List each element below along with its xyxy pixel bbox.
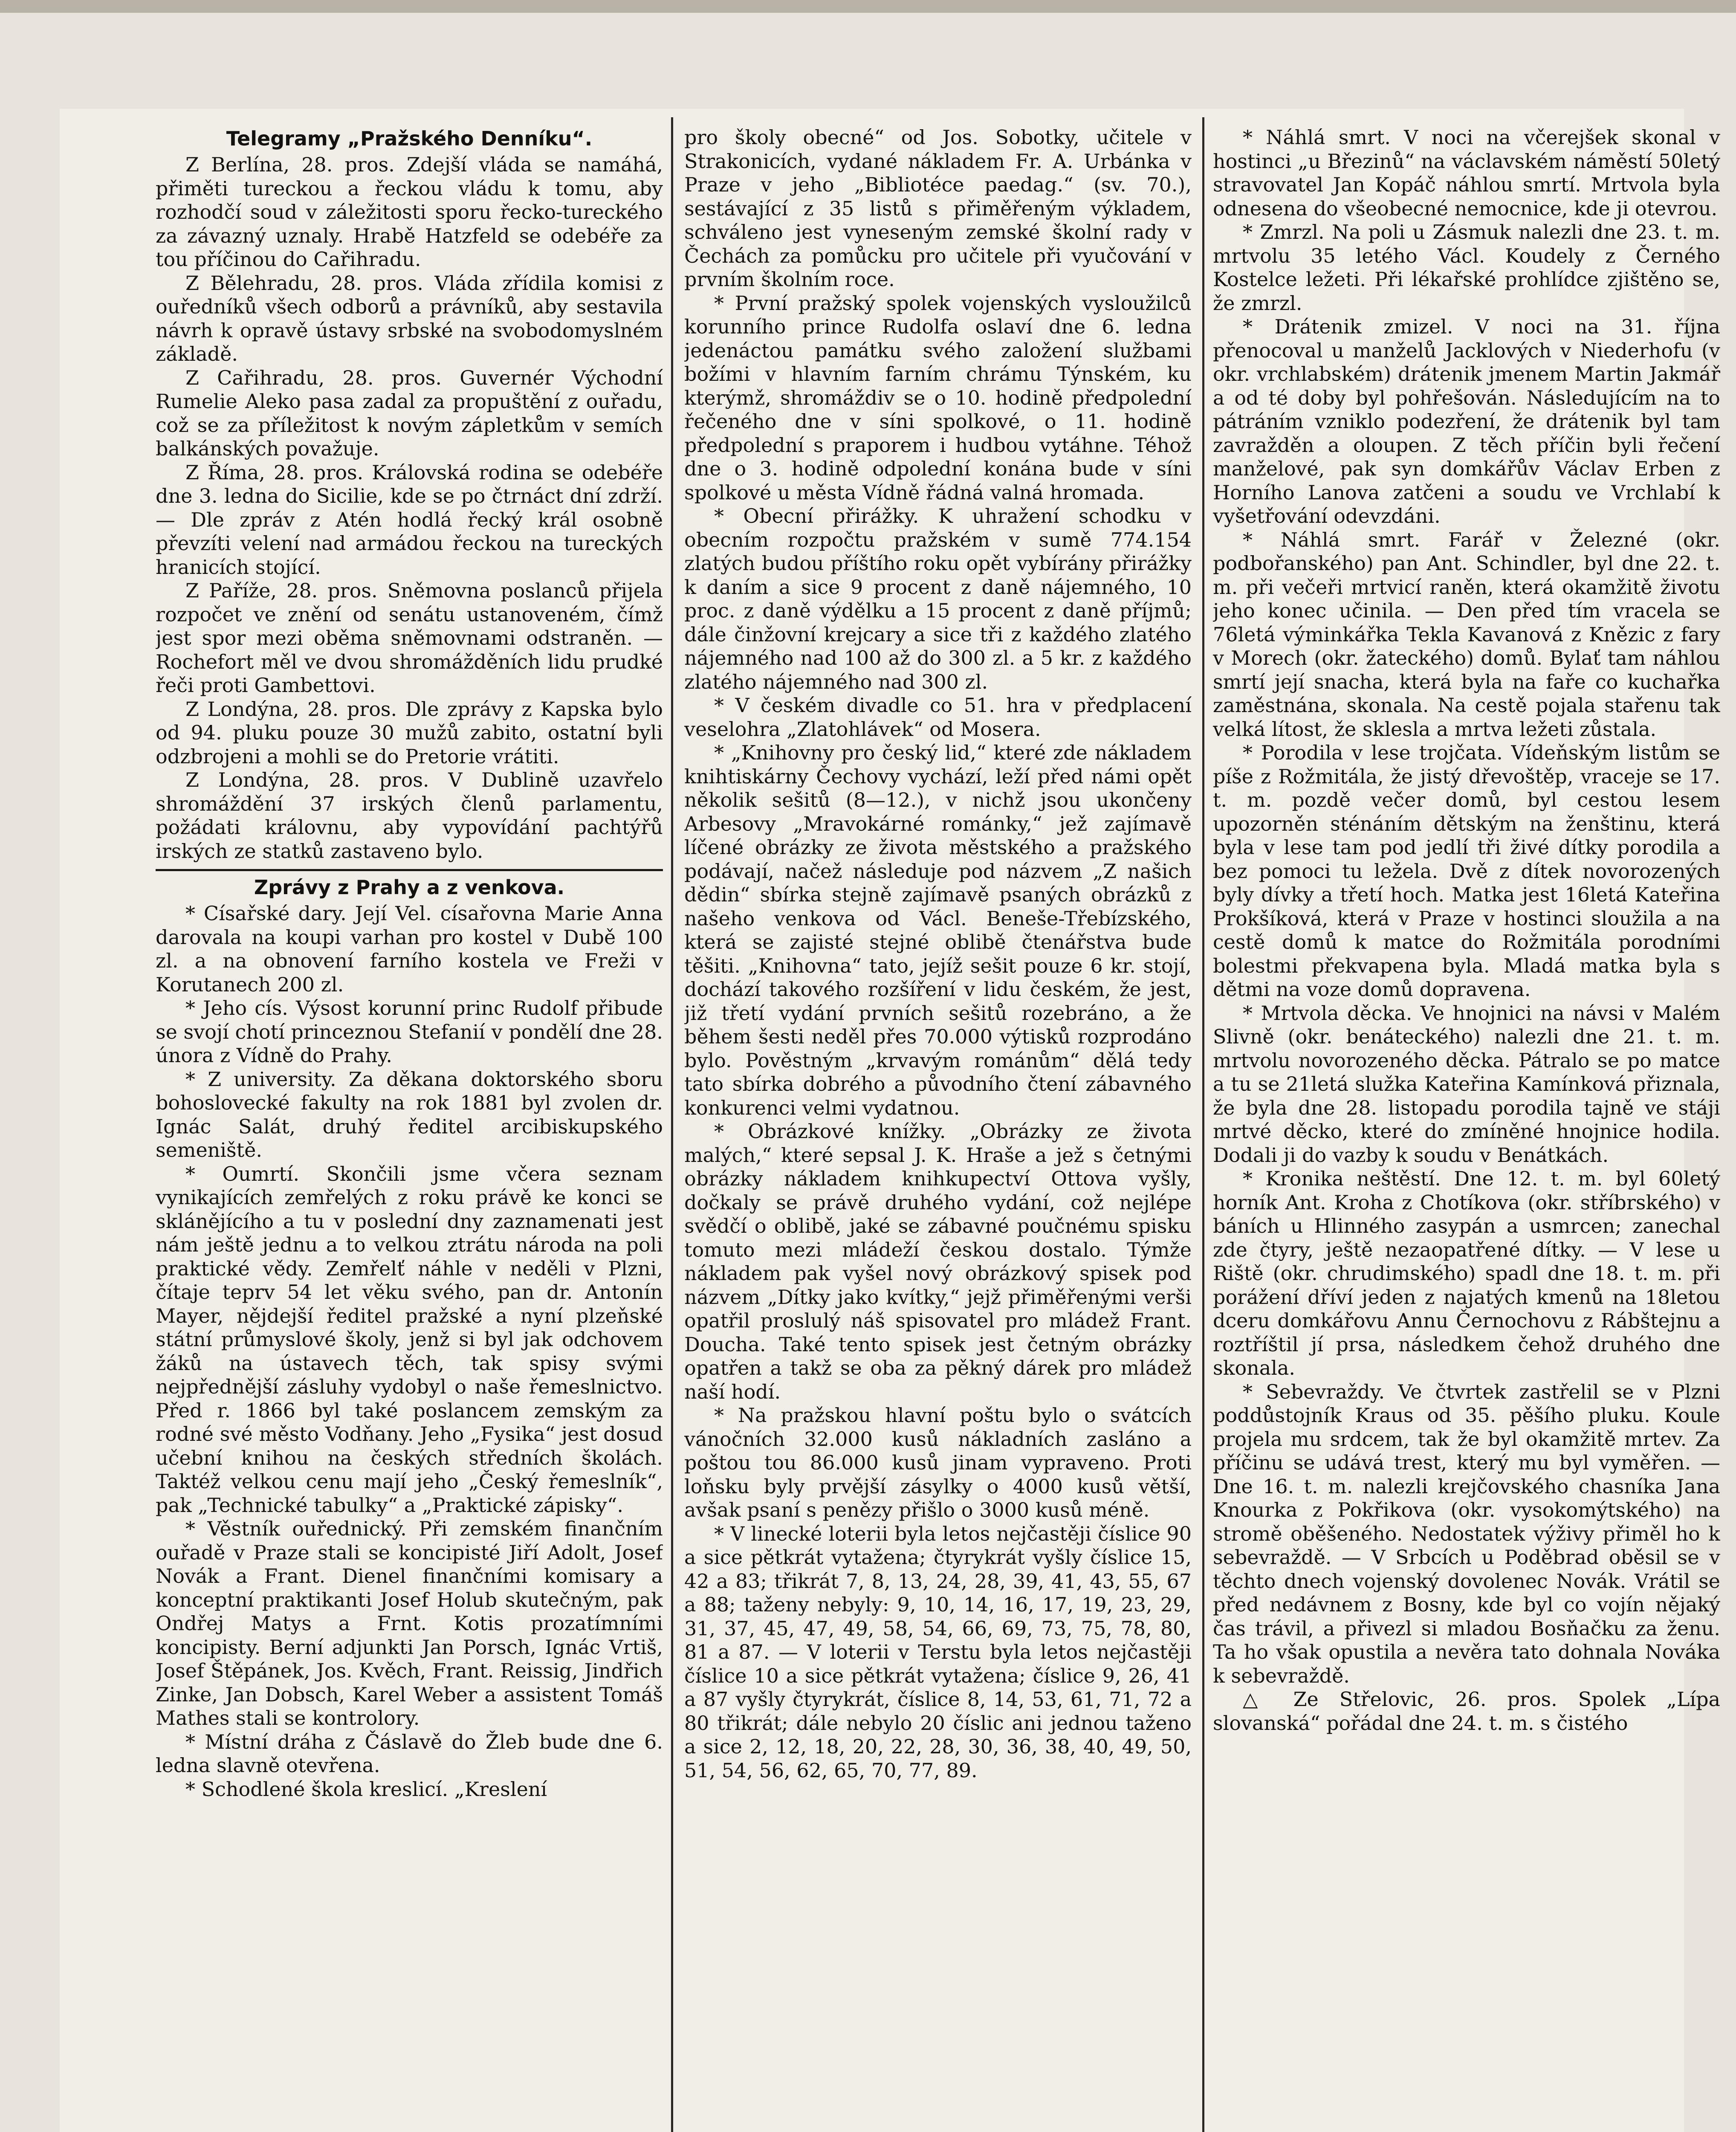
column-divider-left [671, 117, 673, 2132]
article-paragraph: Z Paříže, 28. pros. Sněmovna poslanců přijela rozpočet ve znění od senátu ustanoveném, čímž jest spor mezi oběma sněmovnami odstraněn. — Rochefort měl ve dvou shromážděních lidu prudké řeči proti Gambettovi. [156, 579, 663, 697]
article-paragraph: Z Londýna, 28. pros. V Dublině uzavřelo shromáždění 37 irských členů parlamentu, požádati královnu, aby vypovídání pachtýřů irských ze statků zastaveno bylo. [156, 768, 663, 863]
article-paragraph: * Na pražskou hlavní poštu bylo o svátcích vánočních 32.000 kusů nákladních zasláno a poštou tou 86.000 kusů jinam vypraveno. Proti loňsku byly prvější zásylky o 4000 kusů větší, avšak psaní s penězy přišlo o 3000 kusů méně. [684, 1404, 1192, 1521]
newspaper-page [60, 109, 1720, 2132]
scan-top-edge [0, 0, 1736, 13]
article-paragraph: △ Ze Střelovic, 26. pros. Spolek „Lípa slovanská“ pořádal dne 24. t. m. s čistého [1213, 1688, 1720, 1735]
article-paragraph: * Císařské dary. Její Vel. císařovna Marie Anna darovala na koupi varhan pro kostel v Dubě 100 zl. a na obnovení farního kostela ve Freži v Korutanech 200 zl. [156, 902, 663, 996]
article-paragraph: * Sebevraždy. Ve čtvrtek zastřelil se v Plzni poddůstojník Kraus od 35. pěšího pluku. Koule projela mu srdcem, tak že byl okamžitě mrtev. Za příčinu se udává trest, který mu byl vyměřen. — Dne 16. t. m. nalezli krejčovského chasníka Jana Knourka z Pokřikova (okr. vysokomýtského) na stromě oběšeného. Nedostatek výživy přiměl ho k sebevraždě. — V Srbcích u Poděbrad oběsil se v těchto dnech vojenský dovolenec Novák. Vrátil se před nedávnem z Bosny, kde byl co vojín nějaký čas trávil, a přivezl si mladou Bosňačku za ženu. Ta ho však opustila a nevěra tato dohnala Nováka k sebevraždě. [1213, 1380, 1720, 1687]
news-heading: Zprávy z Prahy a z venkova. [254, 876, 565, 899]
article-paragraph: * Kronika neštěstí. Dne 12. t. m. byl 60letý horník Ant. Kroha z Chotíkova (okr. stříbrského) v báních u Hlinného zasypán a usmrcen; zanechal zde čtyry, ještě nezaopatřené dítky. — V lese u Riště (okr. chrudimského) spadl dne 18. t. m. při porážení dříví jeden z najatých kmenů na 18letou dceru domkářovu Annu Černochovu z Rábštejnu a roztříštil jí prsa, následkem čehož druhého dne skonala. [1213, 1167, 1720, 1379]
article-paragraph: * Schodlené škola kreslicí. „Kreslení [185, 1777, 547, 1801]
article-paragraph: Z Londýna, 28. pros. Dle zprávy z Kapska bylo od 94. pluku pouze 30 mužů zabito, ostatní byli odzbrojeni a mohli se do Pretorie vrátiti. [156, 697, 663, 768]
article-paragraph: * Drátenik zmizel. V noci na 31. října přenocoval u manželů Jacklových v Niederhofu (v okr. vrchlabském) drátenik jmenem Martin Jakmář a od té doby byl pohřešován. Následujícím na to pátráním vzniklo podezření, že drátenik byl tam zavražděn a oloupen. Z těch příčin byli řečení manželové, pak syn domkářův Václav Erben z Horního Lanova zatčeni a soudu ve Vrchlabí k vyšetřování odevzdáni. [1213, 315, 1720, 527]
section-divider [156, 869, 663, 871]
article-paragraph: Z Cařihradu, 28. pros. Guvernér Východní Rumelie Aleko pasa zadal za propuštění z ouřadu, což se za příležitost k novým zápletkům v semích balkánských považuje. [156, 366, 663, 460]
article-paragraph: * V linecké loterii byla letos nejčastěji číslice 90 a sice pětkrát vytažena; čtyrykrát vyšly číslice 15, 42 a 83; třikrát 7, 8, 13, 24, 28, 39, 41, 43, 55, 67 a 88; taženy nebyly: 9, 10, 14, 16, 17, 19, 23, 29, 31, 37, 45, 47, 49, 58, 54, 66, 69, 73, 75, 78, 80, 81 a 87. — V loterii v Terstu byla letos nejčastěji číslice 10 a sice pětkrát vytažena; číslice 9, 26, 41 a 87 vyšly čtyrykrát, číslice 8, 14, 53, 61, 71, 72 a 80 třikrát; dále nebylo 20 číslic ani jednou taženo a sice 2, 12, 18, 20, 22, 28, 30, 36, 38, 40, 49, 50, 51, 54, 56, 62, 65, 70, 77, 89. [684, 1522, 1192, 1782]
article-paragraph: * V českém divadle co 51. hra v předplacení veselohra „Zlatohlávek“ od Mosera. [684, 694, 1192, 741]
article-paragraph: * Oumrtí. Skončili jsme včera seznam vynikajících zemřelých z roku právě ke konci se sklánějícího a tu v poslední dny zaznamenati jest nám ještě jednu a to velkou ztrátu národa na poli praktické vědy. Zemřelť náhle v neděli v Plzni, čítaje teprv 54 let věku svého, pan dr. Antonín Mayer, nějdejší ředitel pražské a nyní plzeňské státní průmyslové školy, jenž si byl jak odchovem žáků na ústavech těch, tak spisy svými nejpřednější zásluhy vydobyl o naše řemeslnictvo. Před r. 1866 byl také poslancem zemským za rodné své město Vodňany. Jeho „Fysika“ jest dosud učební knihou na českých středních školách. Taktéž velkou cenu mají jeho „Český řemeslník“, pak „Technické tabulky“ a „Praktické zápisky“. [156, 1162, 663, 1517]
article-paragraph: * Jeho cís. Výsost korunní princ Rudolf přibude se svojí chotí princeznou Stefanií v pondělí dne 28. února z Vídně do Prahy. [156, 996, 663, 1067]
article-paragraph: * Zmrzl. Na poli u Zásmuk nalezli dne 23. t. m. mrtvolu 35 letého Václ. Koudely z Černého Kostelce ležeti. Při lékařské prohlídce zjištěno se, že zmrzl. [1213, 220, 1720, 315]
article-paragraph: * Místní dráha z Čáslavě do Žleb bude dne 6. ledna slavně otevřena. [156, 1730, 663, 1777]
article-paragraph: * První pražský spolek vojenských vysloužilců korunního prince Rudolfa oslaví dne 6. ledna jedenáctou památku svého založení službami božími v hlavním farním chrámu Týnském, ku kterýmž, shromáždiv se o 10. hodině předpolední řečeného dne v síni spolkové, o 11. hodině předpolední s praporem i hudbou vytáhne. Téhož dne o 3. hodině odpolední konána bude v síni spolkové u města Vídně řádná valná hromada. [684, 291, 1192, 504]
article-paragraph: * Obrázkové knížky. „Obrázky ze života malých,“ které sepsal J. K. Hraše a jež s četnými obrázky nákladem knihkupectví Ottova vyšly, dočkaly se právě druhého vydání, což nejlépe svědčí o oblibě, jaké se zábavné poučnému spisku tomuto mezi mládeží českou dostalo. Týmže nákladem pak vyšel nový obrázkový spisek pod názvem „Dítky jako kvítky,“ jejž přiměřenými verši opatřil proslulý náš spisovatel pro mládež Frant. Doucha. Také tento spisek jest četným obrázky opatřen a takž se oba za pěkný dárek pro mládež naší hodí. [684, 1120, 1192, 1403]
article-paragraph: * Porodila v lese trojčata. Vídeňským listům se píše z Rožmitála, že jistý dřevoštěp, vraceje se 17. t. m. pozdě večer domů, byl cestou lesem upozorněn sténáním dětským na ženštinu, která byla v lese tam pod jedlí tři živé dítky porodila a bez pomoci tu ležela. Dvě z dítek novorozených byly dívky a třetí hoch. Matka jest 16letá Kateřina Prokšíková, která v Praze v hostinci sloužila a na cestě domů k matce do Rožmitála porodními bolestmi překvapena byla. Mladá matka byla s dětmi na voze domů dopravena. [1213, 741, 1720, 1001]
column-divider-right [1202, 117, 1204, 2132]
article-paragraph: * Obecní přirážky. K uhražení schodku v obecním rozpočtu pražském v sumě 774.154 zlatých budou příštího roku opět vybírány přirážky k daním a sice 9 procent z daně nájemného, 10 proc. z daně výdělku a 15 procent z daně příjmů; dále činžovní krejcary a sice tři z každého zlatého nájemného nad 100 až do 300 zl. a 5 kr. z každého zlatého nájemného nad 300 zl. [684, 504, 1192, 693]
article-paragraph: * „Knihovny pro český lid,“ které zde nákladem knihtiskárny Čechovy vychází, leží před námi opět několik sešitů (8—12.), v nichž jsou ukončeny Arbesovy „Mravokárné románky,“ jež zajímavě líčené obrázky ze života městského a pražského podávají, načež následuje pod názvem „Z našich dědin“ sbírka stejně zajímavě psaných obrázků z našeho venkova od Václ. Beneše-Třebízského, která se zajisté stejné oblibě čtenářstva bude těšiti. „Knihovna“ tato, jejíž sešit pouze 6 kr. stojí, dochází takového rozšíření v lidu českém, že jest, již třetí vydání prvních sešitů rozebráno, a že během šesti neděl přes 70.000 výtisků rozprodáno bylo. Pověstným „krvavým románům“ dělá tedy tato sbírka dobrého a původního čtení zábavného konkurenci velmi vydatnou. [684, 741, 1192, 1119]
column-3 [1213, 126, 1720, 2132]
article-paragraph: * Věstník ouřednický. Při zemském finančním ouřadě v Praze stali se koncipisté Jiří Adolt, Josef Novák a Frant. Dienel finančními komisary a konceptní praktikanti Josef Holub skutečným, pak Ondřej Matys a Frnt. Kotis prozatímními koncipisty. Berní adjunkti Jan Porsch, Ignác Vrtiš, Josef Štěpánek, Jos. Kvěch, Frant. Reissig, Jindřich Zinke, Jan Dobsch, Karel Weber a assistent Tomáš Mathes stali se kontrolory. [156, 1517, 663, 1729]
article-paragraph: * Náhlá smrt. Farář v Železné (okr. podbořanského) pan Ant. Schindler, byl dne 22. t. m. při večeři mrtvicí raněn, která okamžitě životu jeho konec učinila. — Den před tím vracela se 76letá výminkářka Tekla Kavanová z Knězic z fary v Morech (okr. žateckého) domů. Bylať tam náhlou smrtí její snacha, která byla na faře co kuchařka zaměstnána, skonala. Na cestě pojala stařenu tak velká lítost, že sklesla a mrtva ležeti zůstala. [1213, 528, 1720, 741]
article-paragraph: * Mrtvola děcka. Ve hnojnici na návsi v Malém Slivně (okr. benáteckého) nalezli dne 21. t. m. mrtvolu novorozeného děcka. Pátralo se po matce a tu se 21letá služka Kateřina Kamínková přiznala, že byla dne 28. listopadu porodila tajně ve stáji mrtvé děcko, které do zmíněné hnojnice hodila. Dodali ji do vazby k soudu v Benátkách. [1213, 1001, 1720, 1167]
telegram-heading: Telegramy „Pražského Denníku“. [226, 127, 593, 150]
column-2 [684, 126, 1192, 2132]
article-paragraph: Z Bělehradu, 28. pros. Vláda zřídila komisi z ouředníků všech odborů a právníků, aby sestavila návrh k opravě ústavy srbské na svobodomyslném základě. [156, 271, 663, 365]
article-paragraph: * Náhlá smrt. V noci na včerejšek skonal v hostinci „u Březinů“ na václavském náměstí 50letý stravovatel Jan Kopáč náhlou smrtí. Mrtvola byla odnesena do všeobecné nemocnice, kde ji otevrou. [1213, 126, 1720, 220]
article-paragraph: Z Berlína, 28. pros. Zdejší vláda se namáhá, přiměti tureckou a řeckou vládu k tomu, aby rozhodčí soud v záležitosti sporu řecko-tureckého za závazný uznaly. Hrabě Hatzfeld se odebéře za tou příčinou do Cařihradu. [156, 153, 663, 271]
article-paragraph: Z Říma, 28. pros. Královská rodina se odebéře dne 3. ledna do Sicilie, kde se po čtrnáct dní zdrží. — Dle zpráv z Atén hodlá řecký král osobně převzíti velení nad armádou řeckou na tureckých hranicích stojící. [156, 461, 663, 579]
column-1 [156, 126, 663, 2132]
article-paragraph: * Z university. Za děkana doktorského sboru bohoslovecké fakulty na rok 1881 byl zvolen dr. Ignác Salát, druhý ředitel arcibiskupského semeniště. [156, 1067, 663, 1162]
article-paragraph: pro školy obecné“ od Jos. Sobotky, učitele v Strakonicích, vydané nákladem Fr. A. Urbánka v Praze v jeho „Bibliotéce paedag.“ (sv. 70.), sestávající z 35 listů s přiměřeným výkladem, schváleno jest vyneseným zemské školní rady v Čechách za pomůcku pro učitele při vyučování v prvním školním roce. [684, 126, 1192, 291]
